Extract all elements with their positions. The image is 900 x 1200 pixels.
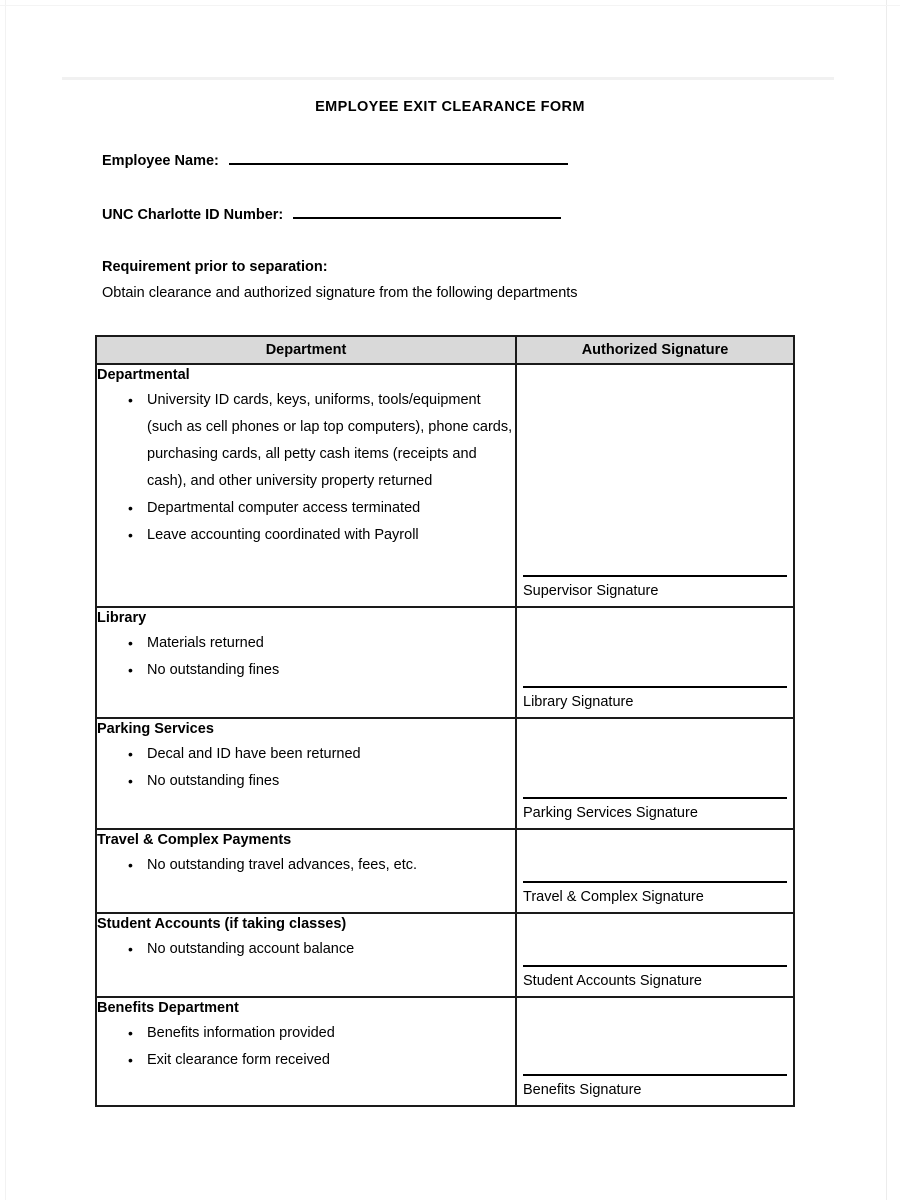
signature-input[interactable] (523, 797, 787, 799)
signature-label: Library Signature (523, 694, 634, 711)
list-item: • Materials returned (97, 630, 515, 657)
id-number-label: UNC Charlotte ID Number: (102, 207, 284, 223)
employee-name-label: Employee Name: (102, 153, 219, 169)
department-name: Library (97, 610, 147, 626)
employee-name-field-row (102, 152, 568, 169)
department-name: Student Accounts (if taking classes) (97, 916, 347, 932)
signature-label: Travel & Complex Signature (523, 889, 704, 906)
table-row (96, 913, 794, 997)
column-header-signature: Authorized Signature (516, 336, 794, 364)
department-name: Benefits Department (97, 1000, 239, 1016)
list-item: • University ID cards, keys, uniforms, tools/equipment (such as cell phones or lap top computers), phone cards, purchasing cards, all petty cash items (receipts and cash), and other university property returned (97, 387, 515, 495)
table-row (96, 829, 794, 913)
requirement-text: Obtain clearance and authorized signature from the following departments (102, 285, 578, 301)
employee-name-input[interactable] (229, 152, 568, 165)
table-row (96, 718, 794, 829)
department-cell (96, 829, 516, 913)
list-item: • Benefits information provided (97, 1020, 515, 1047)
department-name: Travel & Complex Payments (97, 832, 292, 848)
department-requirement-list (97, 852, 515, 879)
signature-label: Benefits Signature (523, 1082, 642, 1099)
department-requirement-list (97, 741, 515, 795)
clearance-table (95, 335, 795, 1107)
table-body (96, 364, 794, 1106)
page-title: EMPLOYEE EXIT CLEARANCE FORM (315, 99, 585, 115)
signature-cell[interactable] (516, 997, 794, 1106)
department-requirement-list (97, 387, 515, 550)
department-cell (96, 364, 516, 607)
department-cell (96, 913, 516, 997)
signature-input[interactable] (523, 881, 787, 883)
signature-cell[interactable] (516, 364, 794, 607)
department-cell (96, 718, 516, 829)
signature-cell[interactable] (516, 607, 794, 718)
department-cell (96, 607, 516, 718)
signature-cell[interactable] (516, 913, 794, 997)
department-requirement-list (97, 936, 515, 963)
department-name: Parking Services (97, 721, 214, 737)
signature-input[interactable] (523, 1074, 787, 1076)
signature-input[interactable] (523, 575, 787, 577)
signature-input[interactable] (523, 686, 787, 688)
requirement-heading: Requirement prior to separation: (102, 259, 328, 275)
department-name: Departmental (97, 367, 190, 383)
list-item: • Exit clearance form received (97, 1047, 515, 1074)
table-row (96, 364, 794, 607)
signature-input[interactable] (523, 965, 787, 967)
department-cell (96, 997, 516, 1106)
signature-cell[interactable] (516, 829, 794, 913)
signature-label: Supervisor Signature (523, 583, 659, 600)
list-item: • No outstanding fines (97, 657, 515, 684)
table-row (96, 997, 794, 1106)
id-number-input[interactable] (293, 206, 561, 219)
column-header-department: Department (96, 336, 516, 364)
list-item: • No outstanding fines (97, 768, 515, 795)
list-item: • No outstanding travel advances, fees, etc. (97, 852, 515, 879)
list-item: • Decal and ID have been returned (97, 741, 515, 768)
list-item: • No outstanding account balance (97, 936, 515, 963)
table-header-row (96, 336, 794, 364)
department-requirement-list (97, 630, 515, 684)
signature-label: Student Accounts Signature (523, 973, 702, 990)
signature-cell[interactable] (516, 718, 794, 829)
table-row (96, 607, 794, 718)
list-item: • Departmental computer access terminated (97, 495, 515, 522)
id-number-field-row (102, 206, 561, 223)
signature-label: Parking Services Signature (523, 805, 698, 822)
list-item: • Leave accounting coordinated with Payroll (97, 522, 515, 549)
department-requirement-list (97, 1020, 515, 1074)
